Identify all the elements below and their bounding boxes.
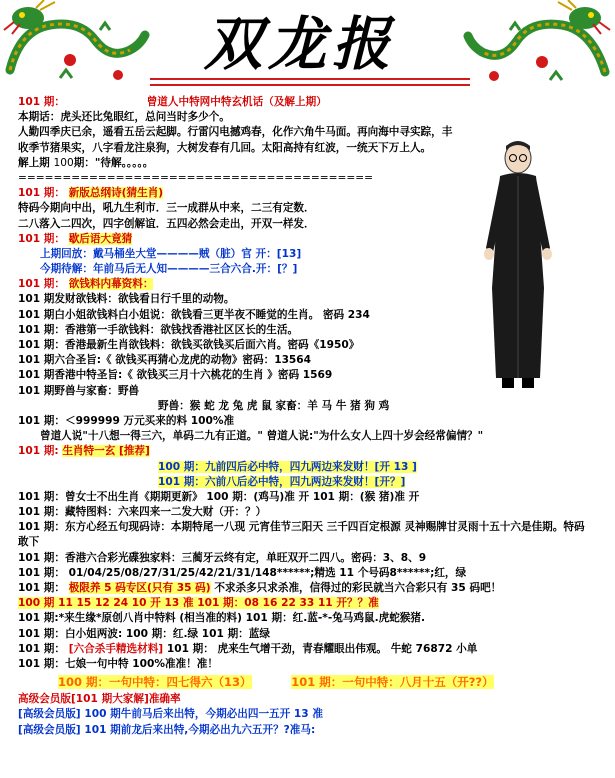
five-code-result: 100 期 11 15 12 24 10 开 13 准 101 期：08 16 22 33 11 开？？准 xyxy=(18,597,379,610)
poem-line: 二八落入二四次，四字创解谊．五四必然会走出，开双一样发． xyxy=(18,217,315,230)
header-banner xyxy=(0,0,615,96)
poem-title: 新版总纲诗(猜生肖) xyxy=(68,187,164,200)
section-poem-header: 101 期： 新版总纲诗(猜生肖) xyxy=(18,187,164,200)
money-item: 101 期香港中特圣旨:《 欲钱买三月十六桃花的生肖 》密码 1569 xyxy=(18,369,333,382)
money-item: 101 期：香港第一手欲钱料：欲钱找香港社区区长的生活。 xyxy=(18,323,299,336)
info-line: 101 期：白小姐两波: 100 期：红.绿 101 期：蓝绿 xyxy=(18,627,270,640)
riddle-title: 歇后语大竟猜 xyxy=(68,232,133,245)
section-zodiac-header: 101 期: 生肖特一玄 [推荐] xyxy=(18,445,150,458)
five-code-line: 101 期： 极限养 5 码专区(只有 35 码) 不求杀多只求杀准，信得过的彩民就当六合彩只有 35 码吧！ xyxy=(18,582,502,595)
riddle-current: 今期待解：年前马后无人知————三合六合.开：[？] xyxy=(40,263,298,276)
zodiac-title: 生肖特一玄 [推荐] xyxy=(62,445,150,458)
killer-line: 101 期： [六合杀手精选材料] 101 期： 虎来生气增干劲，青春耀眼出伟观。 牛蛇 76872 小单 xyxy=(18,642,478,655)
riddle-poem: 人勤四季庆已余，遥看五岳云起脚。行雷闪电撼鸡春，化作六角牛马面。再向海中寻实踪，丰收季节猪果实，八字看龙注泉狗，大树发春有几回。太阳高持有红波，一统天下万上人。 xyxy=(18,126,453,154)
vip-header: 高级会员版[101 期大家解]准确率 xyxy=(18,693,181,706)
info-line: 101 期：曾女士不出生肖《期期更新》 100 期：(鸡马)准 开 101 期：(猴 猪)准 开 xyxy=(18,490,420,503)
info-line: 101 期：香港六合彩光碟独家料：三蔺牙云终有定，单旺双开二四八。密码：3、8、9 xyxy=(18,551,427,564)
quote-line: 曾道人说"十八想一得三六，单码二九有正道。" 曾道人说:"为什么女人上四十岁会经常偏情？" xyxy=(40,430,484,443)
info-line: 101 期：藏特图料：六来四来一二发大财（开：？） xyxy=(18,506,267,519)
money-item: 101 期六合圣旨:《 欲钱买再猜心龙虎的动物》密码：13564 xyxy=(18,354,312,367)
one-sentence-line: 100 期：一句中特：四七得六（13） 101 期：一句中特：八月十五（开??） xyxy=(58,675,494,690)
riddle-review: 上期回放：戴马桶坐大堂————贼（脏）官 开：[13] xyxy=(40,247,302,260)
riddle-line: 本期话：虎头还比兔眼红，总问当时多少个。 xyxy=(18,111,230,124)
beast-line: 101 期野兽与家畜：野兽 xyxy=(18,384,140,397)
money-item: 101 期发财欲钱料：欲钱看日行千里的动物。 xyxy=(18,293,235,306)
price-line: 101 期：＜999999 万元买来的料 100%准 xyxy=(18,414,235,427)
separator-line: ======================================== xyxy=(18,171,374,184)
vip-item: [高级会员版] 101 期前龙后来出特,今期必出九六五开？?准马: xyxy=(18,723,316,736)
money-item: 101 期：香港最新生肖欲钱料：欲钱买欲钱买后面六肖。密码《1950》 xyxy=(18,339,360,352)
beast-detail: 野兽：猴 蛇 龙 兔 虎 鼠 家畜：羊 马 牛 猪 狗 鸡 xyxy=(158,399,390,412)
section-money-header: 101 期： 欲钱料内幕资料： xyxy=(18,278,154,291)
money-item: 101 期白小姐欲钱料白小姐说：欲钱看三更半夜不睡觉的生肖。 密码 234 xyxy=(18,308,370,321)
dragon-left-icon xyxy=(0,0,150,96)
poem-line: 特码今期向中出，吼九生利市．三一成群从中来，二三有定数． xyxy=(18,202,315,215)
intro-title: 曾道人中特网中特玄机话（及解上期） xyxy=(146,96,327,108)
section-intro-header: 101 期： 曾道人中特网中特玄机话（及解上期） xyxy=(18,96,327,108)
section-riddle-header: 101 期： 歇后语大竟猜 xyxy=(18,232,133,245)
info-line: 101 期：七娘一句中特 100%准准！准！ xyxy=(18,658,218,670)
info-line: 101 期:*来生缘*原创八肖中特料 (相当准的料) 101 期：红.蓝-*-兔马鸡鼠.虎蛇猴猪. xyxy=(18,612,426,625)
title-box xyxy=(150,8,450,80)
title-stripe-bottom xyxy=(150,84,470,86)
zodiac-current: 101 期：六前八后必中特，四九两边来发财！[开？] xyxy=(158,475,406,488)
zodiac-previous: 100 期：九前四后必中特，四九两边来发财！[开 13 ] xyxy=(158,460,417,473)
page-title: 双龙报 xyxy=(203,10,396,78)
info-poem: 101 期：东方心经五句现码诗：本期特尾一八现 元宵佳节三阳天 三千四百定根源 灵神赐牌甘灵雨十五十六是佳期。特码敢下 xyxy=(18,521,585,549)
content-column xyxy=(18,95,598,738)
dragon-right-icon xyxy=(460,0,615,96)
info-line: 101 期： 01/04/25/08/27/31/25/42/21/31/148******;精选 11 个号码8******;红，绿 xyxy=(18,566,467,579)
previous-answer-line: 解上期 100期："待解。。。。。 xyxy=(18,156,154,169)
title-stripe-top xyxy=(150,78,470,80)
money-title: 欲钱料内幕资料： xyxy=(68,278,154,291)
vip-item: [高级会员版] 100 期牛前马后来出特，今期必出四一五开 13 准 xyxy=(18,708,323,721)
